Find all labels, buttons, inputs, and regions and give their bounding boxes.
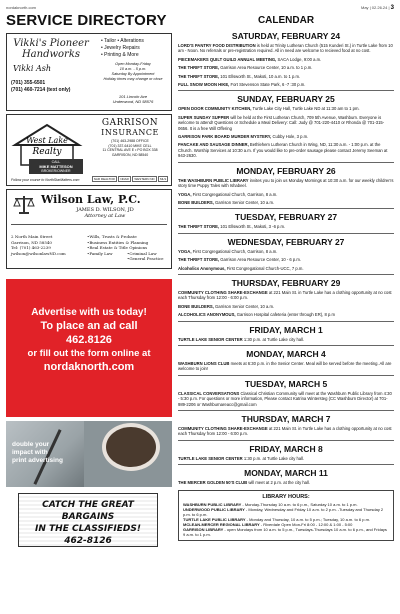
insurance-info-line: GARRISON, ND 58540: [111, 152, 149, 157]
event-title: PIECEMAKERS QUILT GUILD ANNUAL MEETING,: [178, 56, 277, 62]
calendar-event: [178, 337, 394, 342]
event-details: Fort Stevenson State Park, 6 -7 :30 p.m.: [229, 82, 306, 88]
firm-email: jwilson@wilsonlawND.com: [11, 250, 66, 256]
coffee-cup-icon: [106, 427, 156, 467]
divider: [178, 208, 394, 209]
library-hours-text: - Monday-Thursday 10 a.m. to 6 p.m., Saturday 10 a.m. to 1 p.m.: [241, 501, 358, 507]
calendar: [178, 12, 394, 541]
wilson-law-ad: [6, 189, 172, 269]
event-details: 1:30 p.m. at Turtle Lake city hall.: [242, 455, 305, 461]
vikkis-logo-line1: Vikki's Pioneer: [13, 38, 89, 49]
divider: [178, 375, 394, 376]
advertise-promo: [6, 279, 172, 417]
event-details: Turtle Lake City Hall, Turtle Lake ND at 11:30 am to 1 pm.: [251, 106, 360, 112]
event-details: invites you to join us Monday Mornings at 10:30 a.m. for our weekly children's story time Puppy Tales with Ishabeel.: [178, 177, 394, 189]
divider: [178, 321, 394, 322]
event-details: Garrison Senior Center, 10 a.m.: [213, 199, 275, 205]
day-heading: SATURDAY, FEBRUARY 24: [231, 31, 341, 41]
event-title: Alcoholics Anonymous,: [178, 265, 226, 271]
calendar-event: [178, 74, 394, 79]
firm-name: Wilson Law, P.C.: [41, 193, 141, 206]
vikkis-address: [97, 94, 169, 104]
vikkis-ad: [6, 33, 172, 111]
event-title: YOGA,: [178, 248, 192, 254]
vikkis-service: • Jewelry Repairs: [101, 45, 140, 51]
event-title: WASHBURN LIONS CLUB: [178, 360, 230, 366]
practice-item: •Family Law: [87, 250, 113, 256]
day-heading: MONDAY, FEBRUARY 26: [236, 165, 336, 176]
directory-title: SERVICE DIRECTORY: [6, 12, 167, 29]
event-title: COMMUNITY CLOTHING SHARE-EXCHANGE: [178, 289, 268, 295]
event-title: LORD'S PANTRY FOOD DISTRIBUTION: [178, 43, 256, 48]
site-url: nordaknorth.com: [6, 5, 37, 10]
vikkis-address-line: 101 Lincoln Ave: [118, 94, 148, 99]
event-title: OPEN DOOR COMMUNITY KITCHEN,: [178, 106, 252, 112]
day-heading: TUESDAY, FEBRUARY 27: [234, 212, 338, 223]
library-hours-text: - open Mondays from 10 a.m. to 5 p.m., Tuesdays-Thursdays 10 a.m. to 6 p.m., and Fridays 9 a.m. to 1 p.m.: [183, 526, 387, 537]
library-name: WASHBURN PUBLIC LIBRARY: [183, 501, 242, 507]
vikkis-service: • Printing & More: [101, 52, 139, 58]
calendar-event: [178, 480, 394, 485]
logo-badge: NAR REALTOR: [93, 177, 115, 181]
vikkis-address-line: Underwood, ND 58576: [112, 99, 154, 104]
divider: [178, 274, 394, 275]
attorney-name: JAMES D. WILSON, JD: [76, 207, 134, 213]
event-details: Garrison Senior Center, 10 a.m.: [213, 303, 275, 309]
event-details: First Congregational Church, Garrison, 8 a.m.: [191, 191, 278, 197]
classifieds-line: CATCH THE GREAT BARGAINS: [42, 500, 134, 522]
library-name: MCLEAN-MERCER REGIONAL LIBRARY: [183, 521, 260, 527]
classifieds-ad: [6, 491, 172, 551]
event-details: will be held at the First Lutheran Church, 709 5th Avenue, Washburn. Everyone is welcome to attend! Questions or Schedule a Meal Delivery: Call: Judy @ 701-220-4410 or Rhonda @ 701-315-0656. It is a free Will Offering: [178, 114, 385, 131]
calendar-event: [178, 361, 394, 372]
calendar-event: [178, 142, 394, 158]
day-heading: MONDAY, MARCH 11: [244, 468, 328, 479]
vikkis-services: [101, 38, 144, 59]
logo-badge: WESTERN ND: [134, 177, 155, 181]
library-hours: [178, 490, 394, 541]
event-details: meets at 6:30 p.m. in the Senior Center. Meal will be served before the meeting. All are welcome to join!: [178, 360, 392, 372]
library-line: [183, 507, 389, 517]
library-hours-text: - Monday and Thursday, 10 a.m. to 5 p.m.; Tuesday, 10 a.m. to 6 p.m.: [245, 516, 371, 522]
event-details: 101 Ellsworth St., Makoti, 3 -6 p.m.: [219, 224, 286, 230]
day-heading: WEDNESDAY, FEBRUARY 27: [227, 236, 345, 247]
event-details: is held at Trinity Lutheran Church (515 Kunderi St.) in Turtle Lake from 10 am - Noon. No referrals or pre-registration required. All in need are welcome to recieved food at no cost.: [178, 43, 393, 54]
calendar-event: [178, 224, 394, 229]
event-details: at 221 Main St. in Turtle Lake has a clothing opportunity at no cost each Thursday from 12:00 - 6:00 p.m.: [178, 289, 392, 301]
promo-phone: 462.8126: [66, 334, 112, 346]
promo-line1: Advertise with us today!: [31, 307, 147, 318]
calendar-event: [178, 290, 394, 301]
attorney-block: [41, 207, 169, 219]
event-title: BONE BUILDERS,: [178, 303, 214, 309]
event-title: THE THRIFT STORE,: [178, 65, 220, 71]
event-details: at 221 Main St. in Turtle Lake has a clothing opportunity at no cost each Thursday from 12:00 - 6:00 p.m.: [178, 426, 392, 437]
page-number: 3: [390, 5, 394, 11]
classifieds-line: IN THE CLASSIFIEDS!: [35, 524, 141, 534]
print-ad-line: print advertising: [12, 457, 63, 464]
divider: [178, 162, 394, 163]
day-heading: TUESDAY, MARCH 5: [244, 378, 328, 389]
calendar-event: [178, 266, 394, 271]
divider: [178, 345, 394, 346]
garrison-ad: [6, 114, 172, 186]
event-title: TURTLE LAKE SENIOR CENTER: [178, 455, 243, 461]
calendar-event: [178, 257, 394, 262]
event-details: 101 Ellsworth St., Makoti, 10 a.m. to 1 p.m.: [219, 73, 301, 79]
insurance-info-line: (701) 463-2988 OFFICE: [111, 139, 149, 143]
print-ad-line: impact with: [12, 449, 48, 456]
vikkis-phone1: (701) 355-6501: [11, 80, 46, 86]
promo-line4: or fill out the form online at: [27, 348, 151, 359]
scales-icon: [11, 194, 37, 216]
insurance-name2: INSURANCE: [101, 128, 159, 137]
print-ad-text: [12, 441, 63, 465]
logo-badge: NDAR: [120, 177, 129, 181]
event-details: First Congregational Church-UCC, 7 p.m.: [225, 265, 304, 271]
divider: [178, 464, 394, 465]
library-title: LIBRARY HOURS:: [262, 493, 310, 500]
promo-line2: To place an ad call: [40, 320, 138, 332]
library-name: TURTLE LAKE PUBLIC LIBRARY: [183, 516, 246, 522]
calendar-event: [178, 106, 394, 111]
insurance-info-line: 11 CENTRAL AVE E • PO BOX 338: [102, 148, 158, 152]
issue-date: May | 02.26.24 |: [360, 5, 390, 10]
day-heading: SUNDAY, FEBRUARY 25: [237, 94, 335, 105]
vikkis-phone2: (701) 460-7214 (text only): [11, 87, 71, 93]
calendar-event: [178, 391, 394, 407]
firm-address-line: 2 North Main Street: [11, 234, 53, 239]
insurance-info-line: (701) 337-6410 MIKE CELL: [108, 143, 152, 148]
library-name: UNDERWOOD PUBLIC LIBRARY: [183, 506, 245, 512]
practice-item: •Real Estate & Title Opinions: [87, 245, 148, 250]
attorney-role: Attorney at Law: [84, 213, 126, 219]
practice-item: •Wills, Trusts & Probate: [87, 234, 137, 239]
logo-badge: MLS: [160, 177, 167, 181]
agent-name: MIKE MATTESON: [39, 164, 73, 169]
calendar-event: [178, 192, 394, 197]
calendar-event: [178, 178, 394, 189]
library-lines: [183, 502, 389, 537]
calendar-event: [178, 304, 394, 309]
event-title: THE THRIFT STORE,: [178, 73, 220, 79]
issue-info: [361, 5, 394, 11]
day-heading: THURSDAY, FEBRUARY 29: [231, 277, 341, 288]
event-details: Garrison Area Resource Center, 10 - 6 p.m.: [219, 257, 302, 263]
sign-line2: Realty: [32, 147, 62, 157]
event-title: TURTLE LAKE SENIOR CENTER: [178, 336, 243, 342]
calendar-event: [178, 43, 394, 54]
calendar-event: [178, 134, 394, 139]
event-details: SACA Lodge, 9:00 a.m.: [276, 56, 322, 62]
calendar-event: [178, 65, 394, 70]
calendar-event: [178, 82, 394, 87]
calendar-event: [178, 426, 394, 437]
event-title: FULL SNOW MOON HIKE,: [178, 82, 230, 88]
vikkis-phones: [11, 80, 70, 94]
vikkis-logo: [11, 38, 91, 60]
event-title: THE THRIFT STORE,: [178, 257, 220, 263]
divider: [178, 410, 394, 411]
divider: [178, 233, 394, 234]
agent-banner: [29, 159, 83, 174]
calendar-event: [178, 57, 394, 62]
divider: [178, 90, 394, 91]
print-advertising-ad: [6, 421, 172, 487]
library-hours-text: - Riverdale Open Mon-Fri 8:00 - 12:00 & 1:00 - 5:00: [259, 521, 353, 527]
event-title: THE THRIFT STORE,: [178, 224, 220, 230]
divider: [178, 440, 394, 441]
day-heading: MONDAY, MARCH 4: [246, 348, 326, 359]
garrison-logos: [91, 176, 169, 182]
event-title: BONE BUILDERS,: [178, 199, 214, 205]
library-hours-text: - Monday, Wednesday and Friday 10 a.m. to 2 p.m. -Tuesday and Thursday 2 p.m. to 6 p.m.: [183, 506, 384, 517]
event-title: THE WASHBURN PUBLIC LIBRARY: [178, 177, 249, 183]
practice-item: •General Practice: [127, 256, 164, 261]
divider: [11, 224, 167, 225]
event-title: SUPER SUNDAY SUPPER: [178, 114, 230, 120]
event-title: CLASSICAL CONVERSATIONS: [178, 390, 240, 396]
firm-address-line: Tel: (701) 463-2239: [11, 245, 51, 250]
agent-title: BROKER/OWNER: [41, 169, 71, 173]
calendar-event: [178, 249, 394, 254]
event-details: will meet at 2 p.m. at the city hall.: [247, 480, 311, 486]
event-details: Cubby Hole, 3 p.m.: [271, 134, 309, 140]
classifieds-text: [20, 499, 156, 547]
event-title: THE MERCER GOLDEN 50'S CLUB: [178, 480, 248, 486]
page-header: [6, 4, 394, 12]
event-details: First Congregational Church, Garrison, 8 a.m.: [191, 248, 278, 254]
event-title: YOGA,: [178, 191, 192, 197]
calendar-event: [178, 312, 394, 317]
garrison-tagline: Follow your course to NorthStarMatters.com: [11, 178, 80, 182]
event-title: GARRISON PARK BOARD MURDER MYSTERY,: [178, 134, 272, 140]
practice-item: •Criminal Law: [127, 250, 157, 256]
calendar-title: CALENDAR: [257, 15, 315, 26]
vikkis-hours-line: 10 a.m. - 5 p.m.: [119, 67, 147, 71]
calendar-event: [178, 115, 394, 131]
practice-item: •Business Entities & Planning: [87, 239, 149, 245]
event-details: 1:30 p.m. at Turtle Lake city hall.: [242, 336, 305, 342]
event-details: Classical Christian Community will meet at the Washburn Public Library from 4:30 - 5:30 p.m. For questions or more information, Please contact Katrina Wintersteg (CC Washburn Director) at 701-989-2206 or Washburnareacc@gmail.com: [178, 390, 392, 407]
day-heading: THURSDAY, MARCH 7: [241, 414, 331, 424]
event-title: ALCOHOLICS ANONYMOUS,: [178, 312, 236, 318]
calendar-event: [178, 200, 394, 205]
firm-address: [11, 234, 66, 256]
classifieds-phone: 462-8126: [64, 536, 112, 546]
event-details: Bethlehem Lutheran Church in Wing, ND, 11:30 a.m. - 1:00 p.m. at the Church. Worship Services at 10:30 a.m. If you would like to pre-order sausage please contact Jeremy Seeman at 943-2630.: [178, 142, 388, 159]
vikkis-signature: Vikki Ash: [13, 64, 52, 73]
calendar-days: [178, 31, 394, 486]
calendar-event: [178, 456, 394, 461]
insurance-name1: GARRISON: [101, 118, 159, 128]
event-title: COMMUNITY CLOTHING SHARE-EXCHANGE: [178, 426, 268, 431]
promo-site: nordaknorth.com: [43, 361, 135, 373]
day-heading: FRIDAY, MARCH 1: [249, 324, 323, 335]
vikkis-hours-line: Open Monday-Friday: [115, 62, 151, 66]
agent-call-label: CALL: [51, 160, 61, 164]
event-title: PANCAKE AND SAUSAGE DINNER,: [178, 142, 249, 148]
library-name: GARRISON LIBRARY: [183, 526, 224, 532]
firm-address-line: Garrison, ND 58540: [11, 239, 52, 245]
insurance-info: [91, 139, 169, 157]
sign-line1: West Lake: [26, 136, 68, 145]
library-line: [183, 527, 389, 537]
vikkis-hours-line: Holiday times may change or close: [103, 77, 163, 81]
day-heading: FRIDAY, MARCH 8: [249, 443, 323, 454]
vikkis-service: • Tailor • Alterations: [101, 38, 144, 44]
service-directory: [6, 12, 172, 551]
vikkis-logo-line2: Handworks: [21, 49, 81, 60]
vikkis-hours-line: Saturday By Appointment: [111, 72, 155, 76]
practice-areas: [87, 234, 167, 262]
event-details: Garrison Hospital cafeteria (enter through ER), 8 p.m: [235, 312, 335, 318]
event-details: Garrison Area Resource Center, 10 a.m. to 1 p.m.: [219, 65, 313, 71]
vikkis-hours: [97, 62, 169, 82]
garrison-insurance: [91, 118, 169, 157]
print-ad-line: double your: [12, 441, 50, 448]
